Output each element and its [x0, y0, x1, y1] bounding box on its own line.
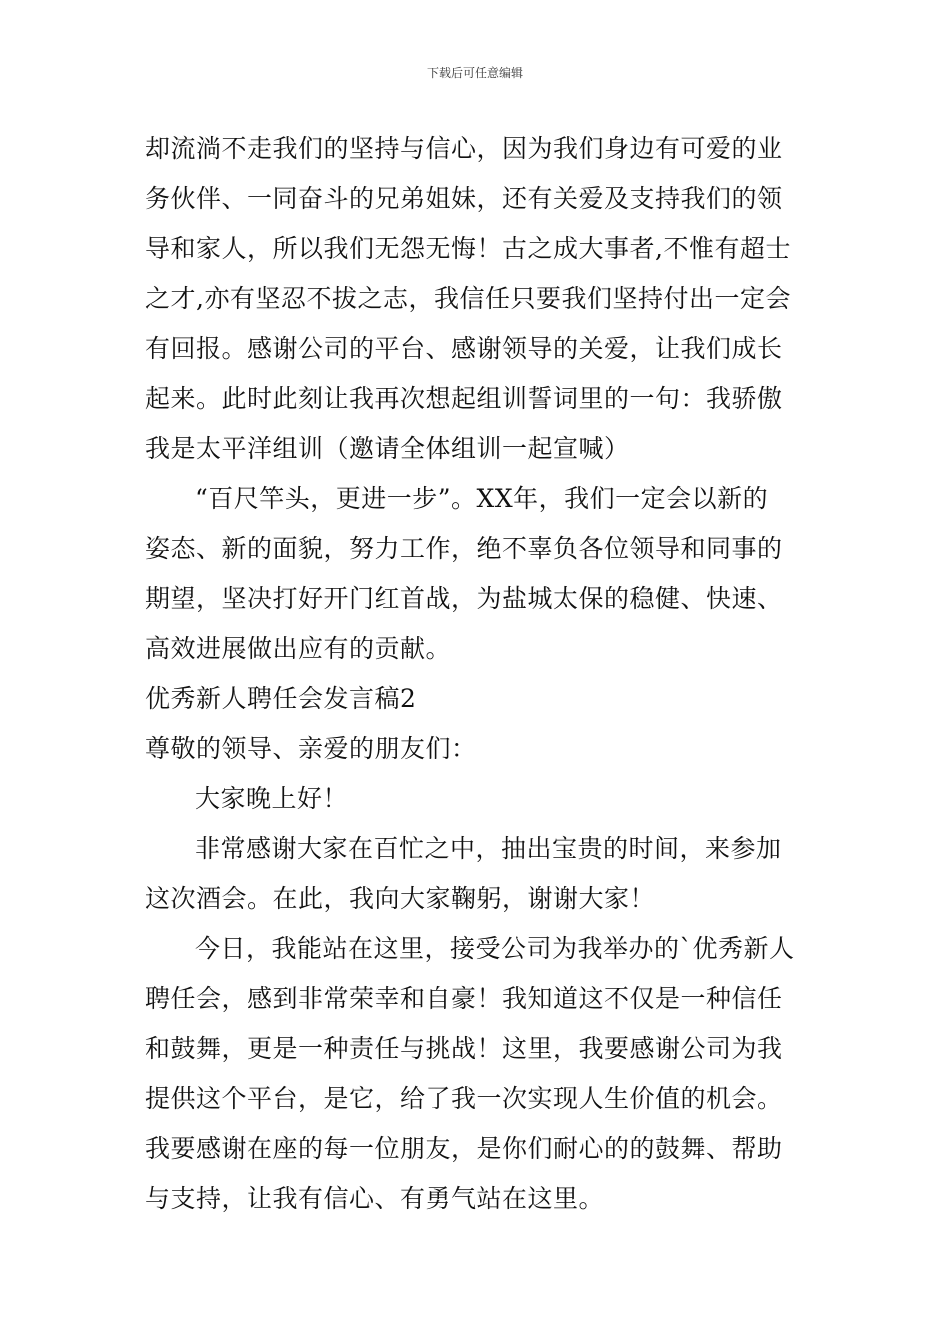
text-line: 提供这个平台，是它，给了我一次实现人生价值的机会。: [145, 1084, 783, 1113]
page-header: 下载后可任意编辑: [426, 66, 523, 80]
section-title: 优秀新人聘任会发言稿2: [145, 684, 417, 713]
text-line: 和鼓舞，更是一种责任与挑战！这里，我要感谢公司为我: [145, 1034, 783, 1063]
text-line: 聘任会，感到非常荣幸和自豪！我知道这不仅是一种信任: [145, 984, 783, 1013]
text-line: 我是太平洋组训（邀请全体组训一起宣喊）: [145, 434, 630, 463]
text-line: “百尺竿头，更进一步”。XX年，我们一定会以新的: [195, 484, 769, 513]
text-line: 务伙伴、一同奋斗的兄弟姐妹，还有关爱及支持我们的领: [145, 184, 783, 213]
text-line: 有回报。感谢公司的平台、感谢领导的关爱，让我们成长: [145, 334, 783, 363]
text-line: 之才,亦有坚忍不拔之志，我信任只要我们坚持付出一定会: [145, 284, 791, 313]
text-line: 姿态、新的面貌，努力工作，绝不辜负各位领导和同事的: [145, 534, 783, 563]
text-line: 起来。此时此刻让我再次想起组训誓词里的一句：我骄傲: [145, 384, 783, 413]
text-line: 期望，坚决打好开门红首战，为盐城太保的稳健、快速、: [145, 584, 783, 613]
text-line: 我要感谢在座的每一位朋友，是你们耐心的的鼓舞、帮助: [145, 1134, 783, 1163]
text-line: 与支持，让我有信心、有勇气站在这里。: [145, 1184, 605, 1213]
text-line: 这次酒会。在此，我向大家鞠躬，谢谢大家！: [145, 884, 656, 913]
greeting: 大家晚上好！: [195, 784, 349, 813]
document-body: [145, 124, 815, 1224]
text-line: 却流淌不走我们的坚持与信心，因为我们身边有可爱的业: [145, 134, 783, 163]
text-line: 非常感谢大家在百忙之中，抽出宝贵的时间，来参加: [195, 834, 782, 863]
text-line: 导和家人，所以我们无怨无悔！古之成大事者,不惟有超士: [145, 234, 791, 263]
text-line: 高效进展做出应有的贡献。: [145, 634, 452, 663]
text-line: 今日，我能站在这里，接受公司为我举办的`优秀新人: [195, 934, 795, 963]
salutation: 尊敬的领导、亲爱的朋友们：: [145, 734, 477, 763]
